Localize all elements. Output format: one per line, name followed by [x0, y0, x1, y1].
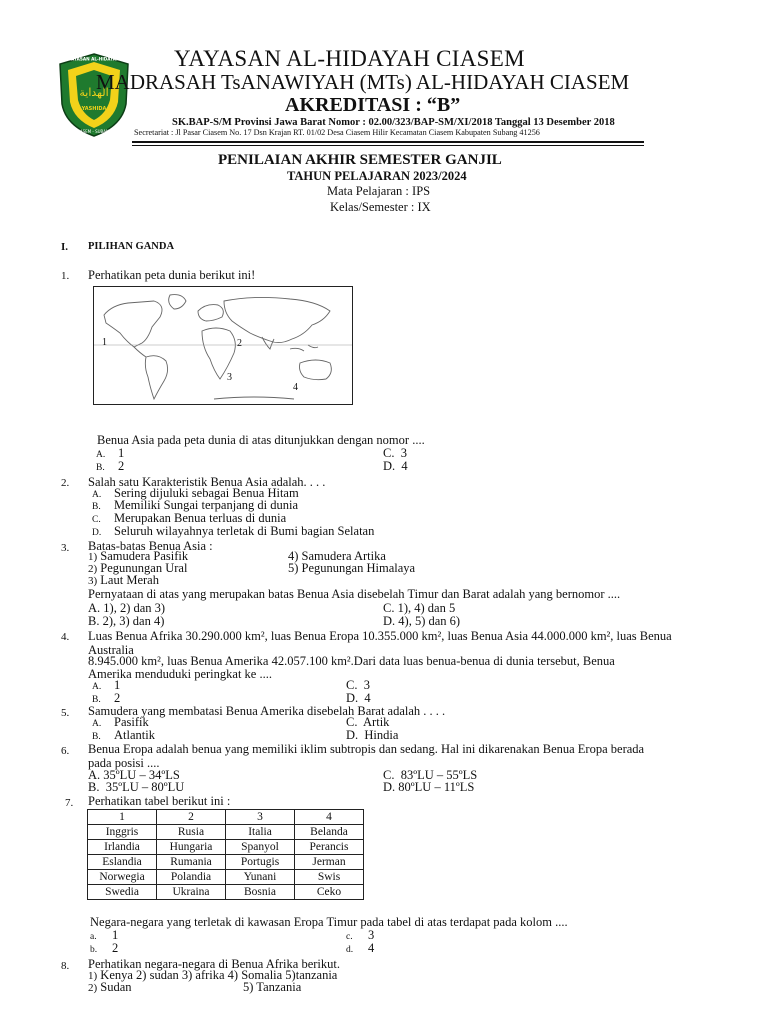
option-label: C.: [346, 678, 358, 692]
option-text: Atlantik: [114, 728, 155, 742]
logo-top-text: YAYASAN AL-HIDAYAH: [68, 56, 120, 62]
option-text: Sering dijuluki sebagai Benua Hitam: [114, 486, 299, 500]
q1-text: Perhatikan peta dunia berikut ini!: [88, 268, 256, 282]
q4-line-3: Amerika menduduki peringkat ke ....: [88, 667, 272, 681]
q4-line-1: Luas Benua Afrika 30.290.000 km², luas Benua Eropa 10.355.000 km², luas Benua Asia 44.000.000 km², luas Benua Australia: [88, 629, 672, 657]
map-label-2: 2: [237, 338, 242, 349]
table-cell: Swis: [295, 870, 364, 885]
q3-item-5: [288, 562, 415, 575]
q7-text: Perhatikan tabel berikut ini :: [88, 794, 231, 808]
option-text: 2: [118, 459, 125, 473]
table-cell: Hungaria: [157, 840, 226, 855]
option-text: 4: [368, 941, 375, 955]
header-rule-thick: [132, 141, 644, 143]
option-label: A.: [92, 719, 102, 729]
q6-line-2: pada posisi ....: [88, 756, 160, 770]
table-row: [88, 840, 364, 855]
option-label: B.: [88, 780, 100, 794]
option-text: Seluruh wilayahnya terletak di Bumi bagian Selatan: [114, 524, 375, 538]
table-cell: Rusia: [157, 825, 226, 840]
q3-number: 3.: [61, 542, 70, 554]
option-label: D.: [346, 691, 359, 705]
item-text: Sudan: [100, 980, 132, 994]
foundation-name: YAYASAN AL-HIDAYAH CIASEM: [174, 46, 525, 71]
table-cell: Portugis: [226, 855, 295, 870]
q7-number: 7.: [65, 797, 74, 809]
table-cell: Yunani: [226, 870, 295, 885]
logo-ribbon-text: YASHIDA: [81, 106, 107, 112]
item-text: Pegunungan Ural: [100, 561, 188, 575]
table-cell: Belanda: [295, 825, 364, 840]
item-label: 1): [88, 551, 98, 563]
option-text: 4), 5) dan 6): [398, 614, 461, 628]
option-label: D.: [346, 728, 359, 742]
option-text: 4: [401, 459, 408, 473]
section-number: I.: [61, 241, 69, 253]
option-label: C.: [92, 515, 101, 525]
option-label: A.: [96, 450, 106, 460]
option-text: 3: [368, 928, 375, 942]
item-text: Samudera Artika: [301, 549, 386, 563]
item-label: 1): [88, 970, 98, 982]
option-label: B.: [88, 614, 100, 628]
option-label: b.: [90, 945, 98, 955]
item-text: Kenya 2) sudan 3) afrika 4) Somalia 5)tanzania: [100, 968, 338, 982]
q8-number: 8.: [61, 960, 70, 972]
q8-list-line-2a: [88, 981, 132, 995]
table-header-row: [88, 810, 364, 825]
q6-line-1: Benua Eropa adalah benua yang memiliki iklim subtropis dan sedang. Hal ini dikarenakan Benua Eropa berada: [88, 742, 645, 756]
q1-option-b[interactable]: [96, 460, 124, 475]
table-cell: Norwegia: [88, 870, 157, 885]
q7-option-d[interactable]: [346, 942, 374, 957]
countries-table: [87, 809, 364, 900]
table-cell: Irlandia: [88, 840, 157, 855]
option-text: Merupakan Benua terluas di dunia: [114, 511, 287, 525]
map-label-1: 1: [102, 337, 107, 348]
q1-question: Benua Asia pada peta dunia di atas ditunjukkan dengan nomor ....: [97, 433, 425, 447]
table-row: [88, 885, 364, 900]
option-label: C.: [383, 601, 395, 615]
table-cell: Inggris: [88, 825, 157, 840]
option-label: A.: [88, 768, 101, 782]
exam-title: PENILAIAN AKHIR SEMESTER GANJIL: [218, 152, 502, 168]
accreditation: AKREDITASI : “B”: [285, 94, 461, 116]
map-label-4: 4: [293, 382, 298, 393]
exam-year: TAHUN PELAJARAN 2023/2024: [287, 169, 467, 183]
option-text: 35ºLU – 80ºLU: [105, 780, 185, 794]
option-text: 83ºLU – 55ºLS: [400, 768, 478, 782]
q5-option-d[interactable]: [346, 729, 398, 742]
table-cell: Polandia: [157, 870, 226, 885]
q6-number: 6.: [61, 745, 70, 757]
q6-option-b[interactable]: [88, 781, 184, 794]
q3-item-3: [88, 574, 159, 588]
option-label: C.: [383, 446, 395, 460]
q1-number: 1.: [61, 270, 70, 282]
q5-number: 5.: [61, 707, 70, 719]
option-text: Memiliki Sungai terpanjang di dunia: [114, 498, 298, 512]
q3-option-b[interactable]: [88, 615, 164, 628]
q3-option-d[interactable]: [383, 615, 460, 628]
option-label: A.: [92, 682, 102, 692]
option-label: D.: [92, 528, 102, 538]
option-text: Hindia: [364, 728, 399, 742]
table-cell: Bosnia: [226, 885, 295, 900]
table-header-cell: 1: [88, 810, 157, 825]
option-label: B.: [92, 732, 101, 742]
decree-number: SK.BAP-S/M Provinsi Jawa Barat Nomor : 02.00/323/BAP-SM/XI/2018 Tanggal 13 Desember 2018: [172, 117, 615, 128]
option-text: 1: [112, 928, 119, 942]
table-cell: Eslandia: [88, 855, 157, 870]
item-label: 5): [288, 561, 299, 575]
table-cell: Ceko: [295, 885, 364, 900]
q2-option-d[interactable]: [92, 525, 374, 540]
option-text: 35ºLU – 34ºLS: [103, 768, 180, 782]
table-row: [88, 825, 364, 840]
table-header-cell: 4: [295, 810, 364, 825]
option-text: 1), 4) dan 5: [397, 601, 456, 615]
map-label-3: 3: [227, 372, 232, 383]
table-cell: Ukraina: [157, 885, 226, 900]
option-text: Artik: [363, 715, 390, 729]
option-label: c.: [346, 932, 353, 942]
world-map-drawing: [94, 287, 352, 404]
logo-arabic-text: الهداية: [79, 86, 109, 99]
item-label: 2): [88, 982, 98, 994]
world-map: [93, 286, 353, 405]
option-text: 2: [114, 691, 121, 705]
item-text: Samudera Pasifik: [100, 549, 189, 563]
table-header-cell: 2: [157, 810, 226, 825]
q2-text: Salah satu Karakteristik Benua Asia adalah. . . .: [88, 475, 326, 489]
q5-text: Samudera yang membatasi Benua Amerika disebelah Barat adalah . . . .: [88, 704, 446, 718]
table-header-cell: 3: [226, 810, 295, 825]
item-label: 2): [88, 563, 98, 575]
option-label: A.: [88, 601, 101, 615]
item-text: Pegunungan Himalaya: [301, 561, 416, 575]
header-rule-thin: [132, 145, 644, 146]
q4-number: 4.: [61, 631, 70, 643]
option-text: Pasifik: [114, 715, 149, 729]
option-text: 80ºLU – 11ºLS: [398, 780, 475, 794]
option-text: 4: [364, 691, 371, 705]
item-text: Laut Merah: [100, 573, 159, 587]
q3-question: Pernyataan di atas yang merupakan batas Benua Asia disebelah Timur dan Barat adalah yang bernomor ....: [88, 587, 621, 601]
table-row: [88, 870, 364, 885]
q7-question: Negara-negara yang terletak di kawasan Eropa Timur pada tabel di atas terdapat pada kolom ....: [90, 915, 568, 929]
item-label: 4): [288, 549, 299, 563]
option-text: 3: [363, 678, 370, 692]
table-cell: Spanyol: [226, 840, 295, 855]
table-cell: Perancis: [295, 840, 364, 855]
q3-text: Batas-batas Benua Asia :: [88, 539, 213, 553]
q7-option-b[interactable]: [90, 942, 118, 957]
option-text: 1: [114, 678, 121, 692]
q2-number: 2.: [61, 477, 70, 489]
q8-text: Perhatikan negara-negara di Benua Afrika berikut.: [88, 957, 340, 971]
secretariat-address: Secretariat : Jl Pasar Ciasem No. 17 Dsn Krajan RT. 01/02 Desa Ciasem Hilir Kecamatan Ciasem Kabupaten Subang 41256: [134, 128, 540, 137]
table-cell: Jerman: [295, 855, 364, 870]
option-label: B.: [92, 502, 101, 512]
option-text: 2: [112, 941, 119, 955]
option-label: A.: [92, 490, 102, 500]
item-label: 3): [88, 575, 98, 587]
q4-line-2: 8.945.000 km², luas Benua Amerika 42.057.100 km².Dari data luas benua-benua di dunia tersebut, Benua: [88, 654, 615, 668]
school-name: MADRASAH TsANAWIYAH (MTs) AL-HIDAYAH CIASEM: [96, 70, 630, 94]
q6-option-d[interactable]: [383, 781, 474, 794]
option-label: C.: [346, 715, 358, 729]
school-logo: [56, 52, 132, 138]
option-label: D.: [383, 614, 396, 628]
option-label: a.: [90, 932, 97, 942]
exam-class: Kelas/Semester : IX: [330, 200, 431, 214]
q8-list-line-2b: 5) Tanzania: [243, 980, 302, 994]
logo-bottom-text: CIASEM - SUBANG: [75, 129, 113, 134]
option-label: C.: [383, 768, 395, 782]
table-row: [88, 855, 364, 870]
option-text: 3: [400, 446, 407, 460]
option-text: 1: [118, 446, 125, 460]
option-text: 2), 3) dan 4): [102, 614, 165, 628]
option-label: D.: [383, 459, 396, 473]
option-label: B.: [92, 695, 101, 705]
table-cell: Swedia: [88, 885, 157, 900]
option-label: B.: [96, 463, 105, 473]
q1-option-d[interactable]: [383, 460, 408, 473]
option-label: d.: [346, 945, 354, 955]
option-label: D.: [383, 780, 396, 794]
option-text: 1), 2) dan 3): [103, 601, 166, 615]
table-cell: Rumania: [157, 855, 226, 870]
exam-subject: Mata Pelajaran : IPS: [327, 184, 431, 198]
table-cell: Italia: [226, 825, 295, 840]
section-title: PILIHAN GANDA: [88, 241, 175, 252]
